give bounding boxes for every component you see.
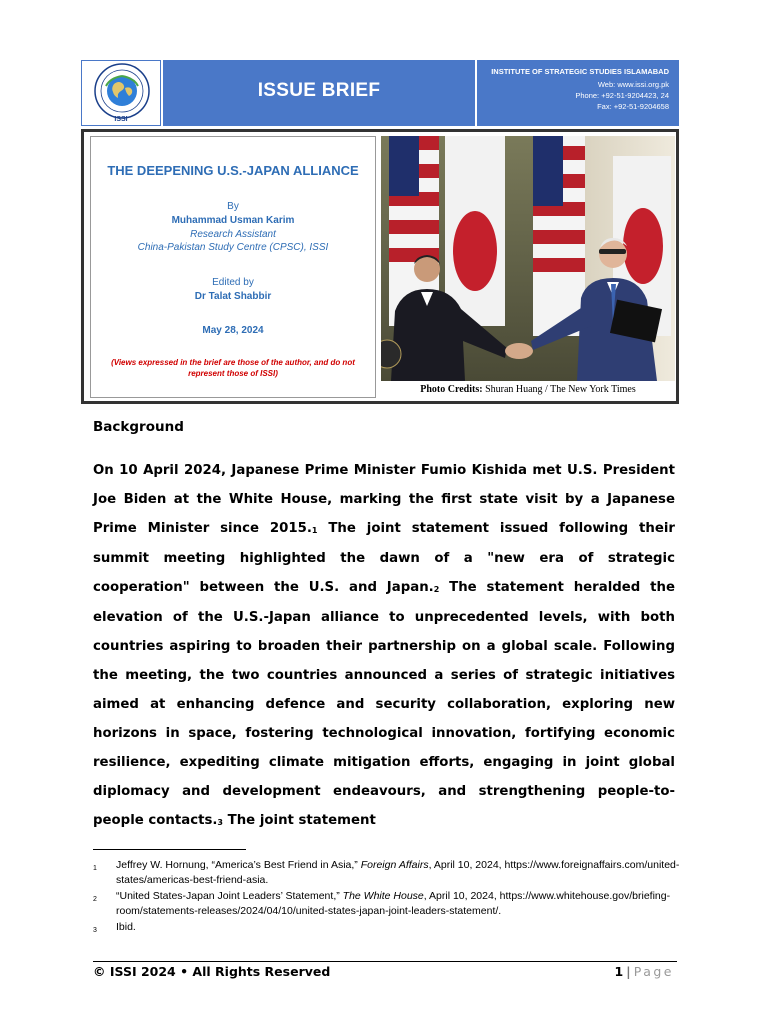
contact-panel <box>477 60 679 126</box>
issi-logo <box>81 60 161 126</box>
author-role: Research Assistant <box>190 229 276 240</box>
footnote-text: Jeffrey W. Hornung, “America’s Best Friend in Asia,” <box>116 859 361 871</box>
page-separator: | <box>626 964 631 979</box>
photo-credit <box>381 381 675 399</box>
edited-by-label: Edited by <box>212 277 254 288</box>
footnote-item <box>93 920 683 935</box>
footnote-number: 1 <box>93 865 97 872</box>
editor-name: Dr Talat Shabbir <box>194 291 272 302</box>
page-label: Page <box>633 964 674 979</box>
photo-credit-text: Shuran Huang / The New York Times <box>482 384 636 395</box>
brief-title: THE DEEPENING U.S.-JAPAN ALLIANCE <box>107 163 359 178</box>
globe-logo-icon <box>84 62 160 124</box>
page-number-value: 1 <box>614 964 624 979</box>
author-centre: China-Pakistan Study Centre (CPSC), ISSI <box>137 242 329 253</box>
footnote-link[interactable]: , April 10, 2024, https://www.whitehouse.gov/briefing-room/statements-releases/2024/04/10/united-states-japan-joint-leaders-statement/. <box>116 890 671 917</box>
author-name: Muhammad Usman Karim <box>171 215 295 226</box>
brief-info-box <box>90 136 376 398</box>
publication-date: May 28, 2024 <box>202 325 264 336</box>
paragraph-text-2: The joint statement issued following their summit meeting highlighted the dawn of a "new era of strategic cooperation" between the U.S. and Japan. <box>93 521 675 595</box>
paragraph-text-1: On 10 April 2024, Japanese Prime Minister Fumio Kishida met U.S. President Joe Biden at the White House, marking the first state visit by a Japanese Prime Minister since 2015. <box>93 463 675 536</box>
paragraph-text-4: The joint statement <box>223 813 376 828</box>
handshake-photo-image <box>381 136 675 381</box>
footnote-text: “United States-Japan Joint Leaders’ Statement,” <box>116 890 343 902</box>
issue-brief-banner <box>163 60 475 126</box>
footnote-source: Foreign Affairs <box>360 859 429 871</box>
web-address: Web: www.issi.org.pk <box>597 80 669 89</box>
footnote-separator <box>93 849 246 850</box>
footnote-item <box>93 889 683 919</box>
brief-header <box>81 60 679 126</box>
photo-credit-label: Photo Credits: <box>420 384 483 395</box>
copyright-notice: © ISSI 2024 • All Rights Reserved <box>93 964 331 979</box>
footnote-ref-3[interactable]: 3 <box>217 818 223 827</box>
fax-number: Fax: +92-51-9204658 <box>597 102 669 111</box>
section-heading: Background <box>93 419 184 435</box>
summit-photo <box>381 136 675 381</box>
issue-brief-title: ISSUE BRIEF <box>257 80 381 101</box>
page-number <box>614 964 674 979</box>
institute-name: INSTITUTE OF STRATEGIC STUDIES ISLAMABAD <box>491 67 669 76</box>
paragraph-text-3: The statement heralded the elevation of the U.S.-Japan alliance to unprecedented levels, with both countries aspiring to broaden their partnership on a global scale. Following the meeting, the two countries announced a series of strategic initiatives aimed at enhancing defence and security collaboration, exploring new horizons in space, fostering technological innovation, fortifying economic resilience, expediting climate mitigation efforts, engaging in joint global diplomacy and development endeavours, and strengthening people-to-people contacts. <box>93 580 675 828</box>
footnotes <box>93 858 683 936</box>
body-paragraph <box>93 456 675 836</box>
cover-panel <box>81 129 679 404</box>
by-label: By <box>227 201 239 212</box>
footnote-number: 3 <box>93 927 97 934</box>
footnote-text: Ibid. <box>116 921 136 933</box>
footnote-number: 2 <box>93 896 97 903</box>
phone-number: Phone: +92-51-9204423, 24 <box>575 91 669 100</box>
footnote-source: The White House <box>342 890 424 902</box>
footnote-ref-2[interactable]: 2 <box>433 585 440 594</box>
footnote-ref-1[interactable]: 1 <box>311 526 318 535</box>
footnote-item <box>93 858 683 888</box>
footnote-link[interactable]: , April 10, 2024, https://www.foreignaffairs.com/united-states/americas-best-friend-asia. <box>116 859 680 886</box>
disclaimer: (Views expressed in the brief are those of the author, and do not represent those of ISSI) <box>111 358 355 378</box>
logo-caption: ISSI <box>114 116 128 123</box>
footer-rule <box>93 961 677 962</box>
